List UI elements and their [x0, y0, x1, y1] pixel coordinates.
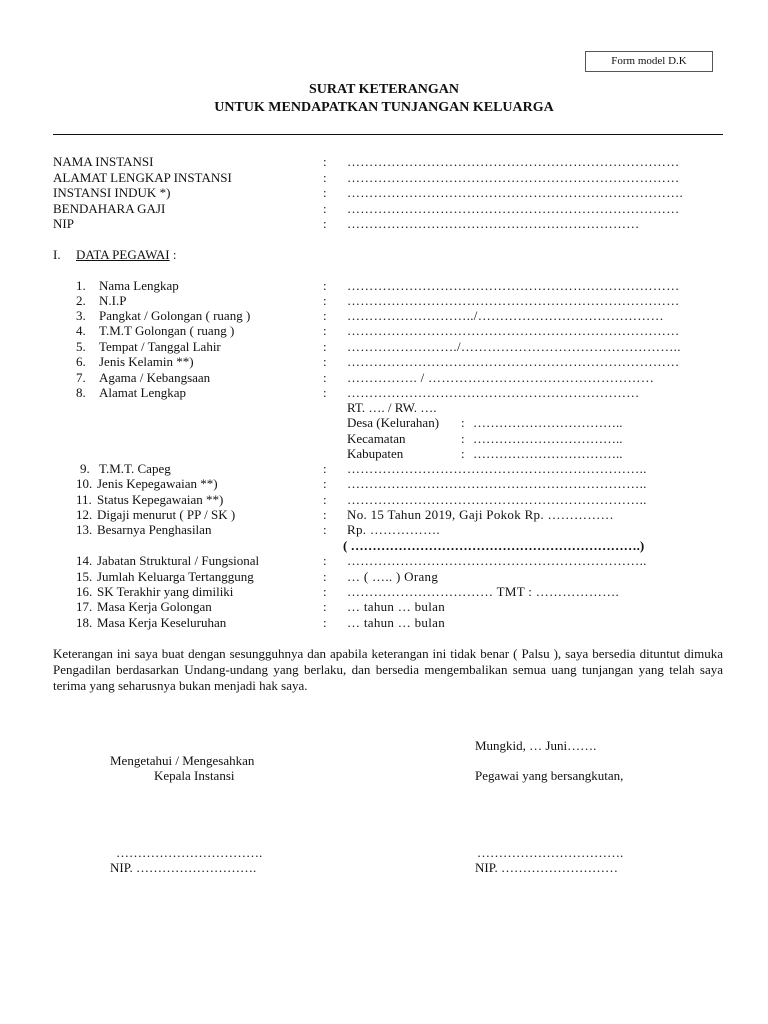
field-value-nip[interactable]: ………………………………………………………………… [347, 293, 680, 308]
field-value-jenis-kelamin[interactable]: ………………………………………………………………… [347, 354, 680, 369]
field-value-alamat-lengkap[interactable]: ………………………………………………………… [347, 385, 640, 400]
field-value-pangkat[interactable]: ………………………../…………………………………… [347, 308, 664, 323]
header-value-instansi-induk[interactable]: …………………………………………………………………. [347, 185, 684, 200]
field-number: 16. [76, 584, 93, 599]
header-label-alamat-instansi: ALAMAT LENGKAP INSTANSI [53, 170, 232, 185]
header-colon: : [323, 216, 327, 231]
field-number: 6. [76, 354, 86, 369]
header-value-nama-instansi[interactable]: ………………………………………………………………… [347, 154, 680, 169]
field-colon: : [323, 553, 327, 568]
address-desa-label: Desa (Kelurahan) [347, 415, 440, 430]
field-label-sk-terakhir: SK Terakhir yang dimiliki [97, 584, 234, 599]
section-title: DATA PEGAWAI [76, 247, 170, 262]
field-label-tempat-tanggal-lahir: Tempat / Tanggal Lahir [99, 339, 221, 354]
field-number: 12. [76, 507, 93, 522]
header-colon: : [323, 201, 327, 216]
field-number: 3. [76, 308, 86, 323]
field-value-agama[interactable]: ……………. / …………………………………………… [347, 370, 655, 385]
field-label-nama-lengkap: Nama Lengkap [99, 278, 179, 293]
document-subtitle: UNTUK MENDAPATKAN TUNJANGAN KELUARGA [214, 100, 554, 115]
address-kecamatan-value[interactable]: …………………………….. [473, 431, 623, 446]
form-model-box: Form model D.K [585, 51, 713, 72]
header-label-nip: NIP [53, 216, 74, 231]
field-value-masa-kerja-keseluruhan[interactable]: … tahun … bulan [347, 615, 446, 630]
field-number: 18. [76, 615, 93, 630]
field-value-masa-kerja-golongan[interactable]: … tahun … bulan [347, 599, 446, 614]
document-title: SURAT KETERANGAN [308, 82, 459, 97]
header-label-instansi-induk: INSTANSI INDUK *) [53, 185, 171, 200]
field-value-jabatan[interactable]: ………………………………………………………….. [347, 553, 647, 568]
field-colon: : [323, 507, 327, 522]
left-signer-title: Mengetahui / Mengesahkan [110, 753, 255, 768]
field-label-besarnya-penghasilan: Besarnya Penghasilan [97, 522, 212, 537]
address-colon: : [461, 431, 465, 446]
field-value-besarnya-penghasilan[interactable]: Rp. ……………. [347, 522, 440, 537]
field-number: 2. [76, 293, 86, 308]
field-colon: : [323, 323, 327, 338]
address-desa-value[interactable]: …………………………….. [473, 415, 623, 430]
field-label-jumlah-keluarga: Jumlah Keluarga Tertanggung [97, 569, 254, 584]
address-rt-rw[interactable]: RT. …. / RW. …. [347, 400, 437, 415]
field-number: 9. [80, 461, 90, 476]
field-colon: : [323, 370, 327, 385]
left-signer-role: Kepala Instansi [154, 768, 235, 783]
penghasilan-terbilang[interactable]: ( ………………………………………………………….) [343, 538, 645, 553]
field-colon: : [323, 308, 327, 323]
field-label-jabatan: Jabatan Struktural / Fungsional [97, 553, 260, 568]
header-value-alamat-instansi[interactable]: ………………………………………………………………… [347, 170, 680, 185]
address-colon: : [461, 446, 465, 461]
field-colon: : [323, 522, 327, 537]
field-label-pangkat: Pangkat / Golongan ( ruang ) [99, 308, 251, 323]
field-value-tmt-golongan[interactable]: ………………………………………………………………… [347, 323, 680, 338]
field-label-tmt-capeg: T.M.T. Capeg [99, 461, 171, 476]
header-value-nip[interactable]: ………………………………………………………… [347, 216, 640, 231]
field-number: 7. [76, 370, 86, 385]
field-number: 13. [76, 522, 93, 537]
field-colon: : [323, 599, 327, 614]
address-colon: : [461, 415, 465, 430]
section-heading [76, 247, 176, 262]
address-kecamatan-label: Kecamatan [347, 431, 406, 446]
header-colon: : [323, 185, 327, 200]
field-label-jenis-kepegawaian: Jenis Kepegawaian **) [97, 476, 218, 491]
left-signer-nip[interactable]: NIP. ………………………. [110, 860, 257, 875]
field-colon: : [323, 278, 327, 293]
field-colon: : [323, 354, 327, 369]
field-number: 14. [76, 553, 93, 568]
closing-statement: Keterangan ini saya buat dengan sesungguhnya dan apabila keterangan ini tidak benar ( Palsu ), saya bersedia dituntut dimuka Pengadilan berdasarkan Undang-undang yang berlaku, dan bersedia mengembalikan semua uang tunjangan yang telah saya terima yang seharusnya bukan menjadi hak saya. [53, 646, 723, 693]
field-value-sk-terakhir[interactable]: …………………………… TMT : ………………. [347, 584, 620, 599]
field-number: 4. [76, 323, 86, 338]
field-number: 11. [76, 492, 92, 507]
right-signer-name[interactable]: ……………………………. [477, 845, 624, 860]
field-number: 5. [76, 339, 86, 354]
field-value-jumlah-keluarga[interactable]: … ( ….. ) Orang [347, 569, 439, 584]
field-label-agama: Agama / Kebangsaan [99, 370, 211, 385]
header-label-bendahara-gaji: BENDAHARA GAJI [53, 201, 166, 216]
field-value-jenis-kepegawaian[interactable]: ………………………………………………………….. [347, 476, 647, 491]
left-signer-name[interactable]: ……………………………. [116, 845, 263, 860]
field-value-tempat-tanggal-lahir[interactable]: ……………………./………………………………………….. [347, 339, 681, 354]
field-label-digaji-menurut: Digaji menurut ( PP / SK ) [97, 507, 236, 522]
header-value-bendahara-gaji[interactable]: ………………………………………………………………… [347, 201, 680, 216]
field-label-nip: N.I.P [99, 293, 127, 308]
address-kabupaten-value[interactable]: …………………………….. [473, 446, 623, 461]
section-suffix: : [169, 247, 177, 262]
field-colon: : [323, 293, 327, 308]
field-number: 10. [76, 476, 93, 491]
field-label-alamat-lengkap: Alamat Lengkap [99, 385, 186, 400]
field-colon: : [323, 584, 327, 599]
field-label-status-kepegawaian: Status Kepegawaian **) [97, 492, 224, 507]
field-colon: : [323, 339, 327, 354]
header-label-nama-instansi: NAMA INSTANSI [53, 154, 154, 169]
right-signer-nip[interactable]: NIP. ……………………… [475, 860, 619, 875]
right-signer-title: Pegawai yang bersangkutan, [475, 768, 624, 783]
field-value-digaji-menurut[interactable]: No. 15 Tahun 2019, Gaji Pokok Rp. …………… [347, 507, 614, 522]
section-numeral: I. [53, 247, 61, 262]
place-date[interactable]: Mungkid, … Juni……. [475, 738, 597, 753]
field-number: 15. [76, 569, 93, 584]
field-value-tmt-capeg[interactable]: ………………………………………………………….. [347, 461, 647, 476]
field-colon: : [323, 569, 327, 584]
field-value-nama-lengkap[interactable]: ………………………………………………………………… [347, 278, 680, 293]
field-number: 17. [76, 599, 93, 614]
field-label-jenis-kelamin: Jenis Kelamin **) [99, 354, 194, 369]
field-colon: : [323, 385, 327, 400]
header-colon: : [323, 170, 327, 185]
field-label-masa-kerja-keseluruhan: Masa Kerja Keseluruhan [97, 615, 227, 630]
address-kabupaten-label: Kabupaten [347, 446, 404, 461]
field-label-tmt-golongan: T.M.T Golongan ( ruang ) [99, 323, 235, 338]
field-value-status-kepegawaian[interactable]: ………………………………………………………….. [347, 492, 647, 507]
title-divider [53, 134, 723, 135]
field-label-masa-kerja-golongan: Masa Kerja Golongan [97, 599, 212, 614]
field-colon: : [323, 615, 327, 630]
field-colon: : [323, 476, 327, 491]
header-colon: : [323, 154, 327, 169]
field-colon: : [323, 492, 327, 507]
field-number: 1. [76, 278, 86, 293]
field-colon: : [323, 461, 327, 476]
field-number: 8. [76, 385, 86, 400]
